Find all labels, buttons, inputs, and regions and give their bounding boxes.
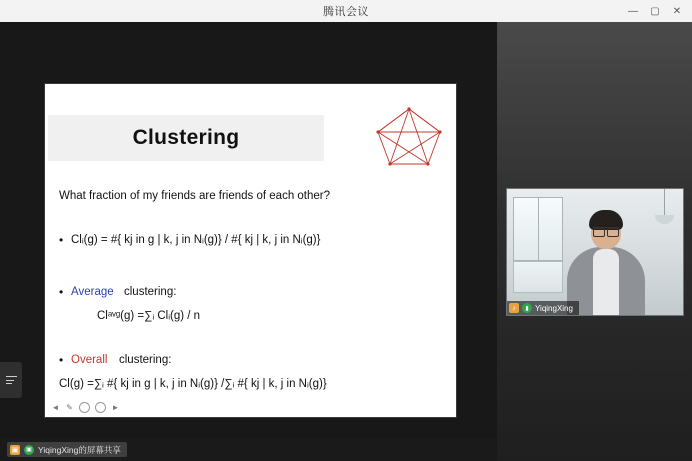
slide-body — [45, 84, 456, 417]
slide-line-2-keyword: Average — [71, 286, 114, 298]
pen-icon[interactable]: ✎ — [66, 403, 73, 412]
slide-line-1: Clᵢ(g) = #{ kj in g | k, j in Nᵢ(g)} / #{ kj | k, j in Nᵢ(g)} — [71, 234, 321, 246]
network-icon: ▮ — [522, 303, 532, 313]
mic-icon: ♪ — [509, 303, 519, 313]
bottom-bar — [0, 438, 497, 461]
screen-share-status[interactable] — [7, 442, 127, 457]
emoji-icon[interactable] — [79, 402, 90, 413]
title-bar — [0, 0, 692, 23]
participant-name: YiqingXing — [535, 303, 573, 313]
screen-share-label: YiqingXing的屏幕共享 — [38, 444, 121, 455]
presentation-slide — [45, 84, 456, 417]
glasses-icon — [593, 227, 619, 235]
sidebar-toggle[interactable] — [0, 362, 22, 398]
menu-icon — [6, 376, 17, 384]
shared-screen-area — [0, 22, 497, 438]
slide-line-3: Clᵃᵛᵍ(g) =∑ᵢ Clᵢ(g) / n — [97, 310, 201, 322]
arrow-right-icon[interactable]: ► — [111, 403, 120, 412]
window-title: 腾讯会议 — [323, 6, 369, 18]
slide-line-4: clustering: — [119, 354, 172, 366]
bullet-icon-3: • — [59, 353, 64, 367]
slide-question: What fraction of my friends are friends of each other? — [59, 190, 331, 202]
screen-share-icon: ▣ — [24, 445, 34, 455]
background-window-upper — [513, 197, 563, 261]
bullet-icon-2: • — [59, 285, 64, 299]
close-button[interactable]: ✕ — [672, 5, 682, 17]
person-shirt — [593, 249, 619, 315]
meeting-stage — [0, 22, 692, 461]
arrow-left-icon[interactable]: ◄ — [51, 403, 60, 412]
lamp-icon — [664, 189, 665, 217]
participants-icon: ▣ — [11, 446, 19, 454]
slide-mini-toolbar[interactable] — [51, 402, 120, 413]
window-controls — [622, 0, 692, 22]
minus-icon[interactable] — [95, 402, 106, 413]
bullet-icon-1: • — [59, 233, 64, 247]
slide-title: Clustering — [132, 126, 240, 149]
slide-line-5: Cl(g) =∑ᵢ #{ kj in g | k, j in Nᵢ(g)} /∑ᵢ #{ kj | k, j in Nᵢ(g)} — [59, 378, 327, 390]
slide-line-2: clustering: — [124, 286, 177, 298]
maximize-button[interactable]: ▢ — [650, 5, 660, 17]
minimize-button[interactable]: — — [628, 5, 638, 17]
participant-name-chip — [507, 301, 579, 315]
participant-video-tile[interactable] — [506, 188, 684, 316]
background-window-lower — [513, 261, 563, 293]
slide-line-4-keyword: Overall — [71, 354, 108, 366]
